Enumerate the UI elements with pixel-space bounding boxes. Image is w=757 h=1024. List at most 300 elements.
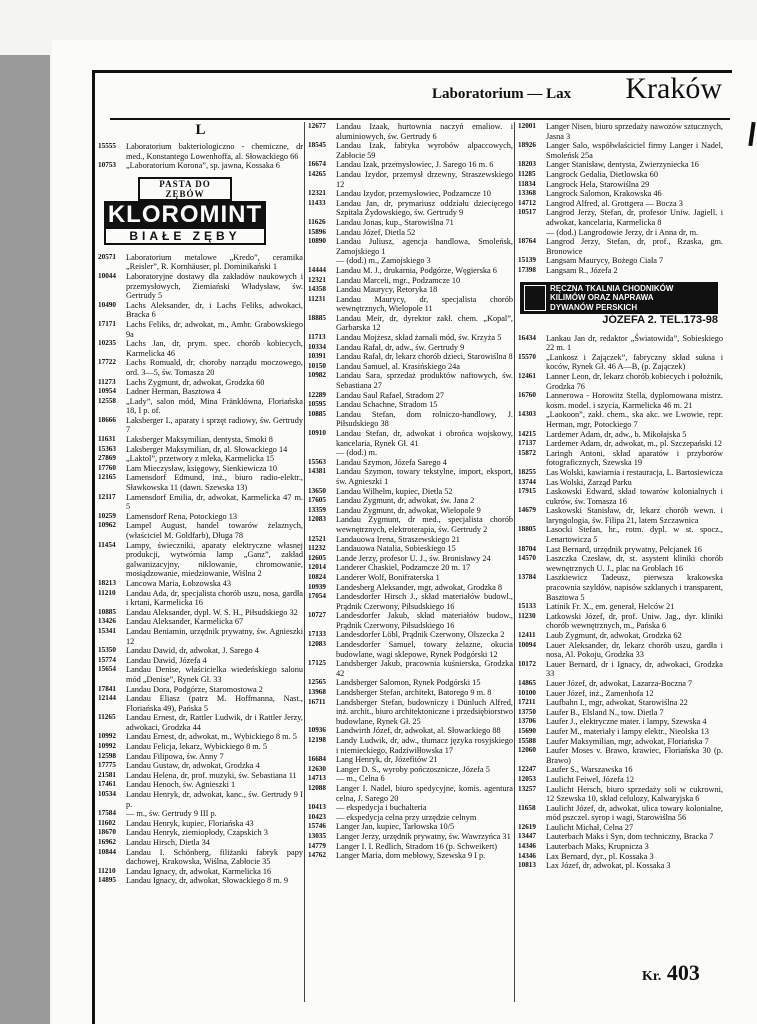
directory-entry (518, 189, 723, 199)
directory-entry (98, 732, 303, 742)
directory-entry (308, 458, 513, 468)
entry-text: Landau Jonas, kup., Starowiślna 71 (336, 217, 454, 227)
phone-number: 11626 (308, 217, 326, 226)
entry-text: Landesdorfer Hirsch J., skład materiałów budowl., Prądnik Czerwony, Piłsudskiego 16 (336, 592, 513, 611)
directory-entry (308, 698, 513, 727)
phone-number: 15133 (518, 602, 536, 611)
entry-text: Lachs Jan, dr, prym. spec. chorób kobiecych, Karmelicka 46 (126, 339, 303, 358)
entry-text: „Laktol”, przetwory z mleka, Karmelicka 15 (126, 454, 275, 464)
phone-number: 10885 (98, 607, 116, 616)
entry-text: Langer Salo, współwłaściciel firmy Langer i Nadel, Smoleńsk 25a (546, 141, 723, 160)
phone-number: 12144 (98, 694, 116, 703)
phone-number: 13257 (518, 784, 536, 793)
directory-entry (308, 803, 513, 813)
phone-number: 17125 (308, 659, 326, 668)
directory-entry (308, 160, 513, 170)
entry-text: Landau Sara, sprzedaż produktów naftowych, św. Sebastiana 27 (336, 371, 513, 391)
phone-number: 17137 (518, 439, 536, 448)
phone-number: 13426 (98, 617, 116, 626)
phone-number: 15774 (98, 655, 116, 664)
entry-text: Laszkiewicz Tadeusz, pierwsza krakowska pracownia szyldów, napisów szklanych i transparent, Basztowa 5 (546, 573, 723, 602)
entry-text: Laulicht Hersch, biuro sprzedaży soli w cukrowni, 12 Szewska 10, skład celulozy, Kalwaryjska 6 (546, 784, 723, 804)
phone-number: 13968 (308, 688, 326, 697)
directory-entry (308, 573, 513, 583)
phone-number: 15341 (98, 626, 116, 635)
directory-entry (518, 785, 723, 804)
phone-number: 10490 (98, 300, 116, 309)
directory-entry (518, 170, 723, 180)
phone-number: 18666 (98, 415, 116, 424)
directory-entry (518, 487, 723, 506)
phone-number: 18885 (308, 313, 326, 322)
column-2 (308, 122, 513, 861)
directory-entry (308, 755, 513, 765)
phone-number: 10954 (98, 387, 116, 396)
phone-number: 13784 (518, 573, 536, 582)
entry-text: Lande Jerzy, profesor U. J., św. Bronisławy 24 (336, 553, 491, 563)
entry-text: Landau Rafał, dr, adw., św. Gertrudy 9 (336, 342, 465, 352)
directory-entry (308, 813, 513, 823)
entry-text: Ladner Herman, Basztowa 4 (126, 387, 221, 397)
handwritten-mark (748, 122, 755, 146)
page-number (642, 960, 700, 986)
entry-text: Lardemer Adam, dr, adwokat, m., pl. Szczepański 12 (546, 439, 722, 449)
phone-number: 20571 (98, 252, 116, 261)
directory-entry (308, 189, 513, 199)
phone-number: 11265 (98, 713, 116, 722)
phone-number: 18670 (98, 828, 116, 837)
directory-entry (98, 272, 303, 301)
page-header (432, 72, 722, 118)
directory-entry (98, 493, 303, 512)
phone-number: 12565 (308, 678, 326, 687)
entry-text: Langer Stanisław, dentysta, Zwierzyniecka 16 (546, 160, 699, 170)
phone-number: 18213 (98, 578, 116, 587)
entry-text: Lauterbach Maks, Krupnicza 3 (546, 842, 649, 852)
directory-entry (98, 713, 303, 732)
phone-number: 12630 (308, 764, 326, 773)
phone-number: 18805 (518, 525, 536, 534)
phone-number: 14570 (518, 554, 536, 563)
entry-text: Landau Izydor, przemysł drzewny, Straszewskiego 12 (336, 169, 513, 189)
phone-number: 18203 (518, 160, 536, 169)
entry-text: Langer D. S., wyroby pończosznicze, Józefa 5 (336, 764, 490, 774)
directory-entry (518, 525, 723, 544)
phone-number: 10423 (308, 812, 326, 821)
directory-entry (98, 464, 303, 474)
phone-number: 10391 (308, 352, 326, 361)
header-rule (110, 118, 730, 120)
phone-number: 10235 (98, 339, 116, 348)
entry-text: Lachs Zygmunt, dr, adwokat, Grodzka 60 (126, 377, 265, 387)
directory-entry (98, 608, 303, 618)
entry-text: Laulicht Józef, dr, adwokat, ulica towary kolonialne, mód pszczel. syrop i wagi, Starowiślna 56 (546, 803, 723, 823)
directory-entry (518, 861, 723, 871)
phone-number: 10334 (308, 342, 326, 351)
directory-entry (518, 237, 723, 256)
entry-text: Landau Zygmunt, dr med., specjalista chorób wewnętrznych, elektroterapia, św. Gertrudy 2 (336, 515, 513, 534)
phone-number: 11602 (98, 818, 116, 827)
directory-entry (308, 218, 513, 228)
entry-text: Lamensdorf Rena, Potockiego 13 (126, 511, 238, 521)
phone-number: 12677 (308, 122, 326, 130)
phone-number (518, 228, 546, 238)
directory-entry (98, 848, 303, 867)
entry-text: — (dod.) m., Zamojskiego 3 (336, 256, 431, 266)
phone-number: 18764 (518, 237, 536, 246)
directory-entry (308, 688, 513, 698)
directory-entry (98, 589, 303, 608)
entry-text: Lamensdorf Edmund, inż., biuro radio-elektr., Sławkowska 11 (dawn. Szewska 13) (126, 473, 303, 493)
phone-number: 11232 (308, 544, 326, 553)
entry-text: Laskowski Edward, skład towarów kolonialnych i cukrów, św. Tomasza 16 (546, 487, 723, 506)
section-letter: L (195, 122, 206, 138)
directory-entry (98, 752, 303, 762)
directory-entry (518, 180, 723, 190)
phone-number: 13650 (308, 486, 326, 495)
entry-text: Laub Zygmunt, dr, adwokat, Grodzka 62 (546, 631, 682, 640)
phone-number: 11433 (308, 198, 326, 207)
phone-number: 12001 (518, 122, 536, 130)
directory-page (52, 40, 757, 1024)
entry-text: Landsberger Stefan, budowniczy i Dünluch Alfred, inż. archit., biuro architektoniczne i przedsiębiorstwo budowlane, Rynek Gł. 25 (336, 697, 513, 726)
entry-text: Landau Wilhelm, kupiec, Dietla 52 (336, 486, 453, 496)
directory-entry (98, 161, 303, 171)
ad-address: JÓZEFA 2. TEL.173-98 (602, 314, 718, 326)
entry-text: Landau Rafał, dr, lekarz chorób dzieci, Starowiślna 8 (336, 352, 513, 362)
directory-entry (308, 496, 513, 506)
directory-entry (308, 410, 513, 429)
directory-entry (518, 449, 723, 468)
phone-number: 12088 (308, 783, 326, 792)
entry-text: Landau Zygmunt, dr, adwokat, św. Jana 2 (336, 496, 475, 506)
entry-text: Langsam Maurycy, Bożego Ciała 7 (546, 256, 664, 266)
phone-number: 17054 (308, 592, 326, 601)
entry-text: Landau Dawid, dr, adwokat, J. Sarego 4 (126, 646, 259, 656)
entry-text: Landau Helena, dr, prof. muzyki, św. Sebastiana 11 (126, 770, 297, 780)
phone-number: 17211 (518, 698, 536, 707)
phone-number: 14779 (308, 841, 326, 850)
directory-entry (98, 819, 303, 829)
directory-entry (308, 630, 513, 640)
entry-text: Landauowa Natalia, Sobieskiego 15 (336, 544, 456, 554)
phone-number: 17605 (308, 496, 326, 505)
directory-entry (518, 160, 723, 170)
entry-text: Landau Gustaw, dr, adwokat, Grodzka 4 (126, 761, 260, 771)
entry-text: Landau Henoch, św. Agnieszki 1 (126, 780, 236, 790)
directory-entry (98, 445, 303, 455)
phone-number: 10824 (308, 572, 326, 581)
phone-number: 17133 (308, 630, 326, 639)
entry-text: Las Wolski, kawiarnia i restauracja, L. Bartosiewicza (546, 467, 723, 477)
entry-text: — (dod.) m. (336, 448, 378, 458)
entry-text: Landau Szymon, Józefa Sarego 4 (336, 457, 447, 467)
directory-entry (518, 631, 723, 641)
directory-entry (518, 852, 723, 862)
directory-entry (308, 199, 513, 218)
directory-entry (98, 867, 303, 877)
phone-number: 13744 (518, 477, 536, 486)
phone-number: 10992 (98, 732, 116, 741)
entry-text: Landesdorfer Löbl, Prądnik Czerwony, Olszecka 2 (336, 630, 505, 640)
phone-number: 10044 (98, 271, 116, 280)
entry-text: Landau Eliasz (patrz M. Hoffmanna, Nast., Floriańska 49), Pańska 5 (126, 694, 303, 713)
directory-entry (308, 295, 513, 314)
directory-entry (518, 554, 723, 573)
entry-text: Landau Stefan, dom rolniczo-handlowy, J. Piłsudskiego 38 (336, 409, 513, 429)
entry-text: Langrock Gedalia, Dietlowska 60 (546, 169, 658, 179)
entry-text: Landau Mojżesz, skład żarnali mód, św. Krzyża 5 (336, 333, 502, 343)
directory-entry (518, 765, 723, 775)
phone-number: 10890 (308, 237, 326, 246)
phone-number: 16760 (518, 391, 536, 400)
entry-text: Latinik Fr. X., em. generał, Helców 21 (546, 602, 675, 612)
directory-entry (518, 439, 723, 449)
entry-text: Langer I. I. Redlich, Stradom 16 (p. Schweikert) (336, 841, 498, 851)
phone-number: 12321 (308, 189, 326, 198)
entry-text: Laszczka Czesław, dr, st. asystent kliniki chorób wewnętrznych U. J., plac na Groblach 16 (546, 554, 723, 573)
phone-number: 18926 (518, 141, 536, 150)
phone-number: 15570 (518, 352, 536, 361)
directory-entry (518, 545, 723, 555)
directory-entry (308, 544, 513, 554)
entry-text: Lachs Aleksander, dr, i Lachs Feliks, adwokaci, Bracka 6 (126, 300, 303, 320)
phone-number: 15350 (98, 646, 116, 655)
directory-entry (98, 435, 303, 445)
phone-number: 11713 (308, 333, 326, 342)
phone-number: 10534 (98, 790, 116, 799)
phone-number: 11285 (518, 169, 536, 178)
phone-number: 12521 (308, 534, 326, 543)
directory-entry (308, 487, 513, 497)
entry-text: Landsberger Stefan, architekt, Batorego 9 m. 8 (336, 688, 492, 698)
entry-text: Laksberger Maksymilian, dr, al. Słowackiego 14 (126, 444, 288, 454)
directory-entry (308, 611, 513, 630)
directory-entry (518, 775, 723, 785)
phone-number: 17775 (98, 761, 116, 770)
directory-entry (308, 554, 513, 564)
entry-text: Landau Henryk, dr, adwokat, kanc., św. Gertrudy 9 I p. (126, 790, 303, 809)
directory-entry (518, 641, 723, 660)
phone-number: 17461 (98, 780, 116, 789)
entry-text: Laboratoryjne dostawy dla zakładów naukowych i przemysłowych, Ziemiański Władysław, św. Gertrudy 5 (126, 271, 303, 301)
entry-text: Lauer Józef, inż., Zamenhofa 12 (546, 688, 654, 698)
entry-text: Landau Dawid, Józefa 4 (126, 655, 207, 665)
directory-entry (308, 343, 513, 353)
phone-number: 15746 (308, 822, 326, 831)
phone-number: 15139 (518, 256, 536, 265)
entry-text: Landy Ludwik, dr, adw., tłumacz języka rosyjskiego i niemieckiego, Radziwiłłowska 17 (336, 736, 513, 755)
entry-text: Landesberg Aleksander, mgr, adwokat, Grodzka 8 (336, 582, 502, 592)
directory-entry (518, 391, 723, 410)
phone-number: 14215 (518, 429, 536, 438)
phone-number: 18255 (518, 467, 536, 476)
entry-text: Laufer S., Warszawska 16 (546, 765, 633, 775)
entry-text: — m., Celna 6 (336, 774, 385, 784)
phone-number: 10150 (308, 361, 326, 370)
header-subtitle: Laboratorium — Lax (432, 86, 572, 102)
phone-number: 14346 (518, 842, 536, 851)
directory-entry (98, 454, 303, 464)
directory-entry (518, 602, 723, 612)
directory-entry (98, 685, 303, 695)
phone-number: 10753 (98, 161, 116, 170)
entry-text: Lampy, świeczniki, aparaty elektryczne własnej produkcji, wytwórnia lamp „Ganz”, zakład galwanizacyjny, niklowanie, chromowanie, mosiądzowanie, miedziowanie, Wiślna 2 (126, 540, 303, 579)
phone-number: 12411 (518, 631, 536, 639)
directory-entry (98, 339, 303, 358)
entry-text: Latkowski Józef, dr, prof. Uniw. Jag., dyr. kliniki chorób wewnętrznych, m., Pańska 6 (546, 611, 723, 631)
phone-number: 12619 (518, 822, 536, 831)
column-divider (514, 122, 515, 1002)
phone-number: 10885 (308, 409, 326, 418)
entry-text: Landau Ignacy, dr, adwokat, Karmelicka 16 (126, 866, 272, 876)
directory-entry (308, 333, 513, 343)
phone-number: 13447 (518, 832, 536, 841)
entry-text: Landau Jan, dr, prymariusz oddziału dziecięcego Szpitala Żydowskiego, św. Gertrudy 9 (336, 198, 513, 218)
phone-number: 11231 (308, 294, 326, 303)
directory-entry (308, 362, 513, 372)
phone-number: 11834 (518, 179, 536, 188)
directory-entry (518, 698, 723, 708)
entry-text: Laboratorium metalowe „Kredo”, ceramika „Reisler”, R. Kornhäuser, pl. Dominikański 1 (126, 252, 303, 272)
header-city: Kraków (625, 72, 722, 105)
phone-number: 13706 (518, 717, 536, 726)
entry-text: Langer Jan, kupiec, Tarłowska 10/5 (336, 822, 455, 832)
entry-text: Langrock Salomon, Krakowska 46 (546, 189, 662, 199)
directory-entry (98, 656, 303, 666)
phone-number: 12605 (308, 553, 326, 562)
directory-entry (98, 828, 303, 838)
entry-text: Langrod Jerzy, Stefan, dr, profesor Uniw. Jagiell. i adwokat, kancelaria, Karmelicka 8 (546, 208, 723, 227)
directory-entry (98, 617, 303, 627)
entry-text: Laufer B., Elsland N., tow. Dietla 7 (546, 707, 664, 717)
phone-number: 17760 (98, 463, 116, 472)
phone-number: 16962 (98, 838, 116, 846)
phone-number: 12598 (98, 751, 116, 760)
directory-entry (518, 737, 723, 747)
phone-number: 17841 (98, 684, 116, 693)
phone-number: 16674 (308, 160, 326, 169)
phone-number: 15563 (308, 457, 326, 466)
directory-entry (518, 141, 723, 160)
phone-number: 12321 (308, 275, 326, 284)
entry-text: Landau M. J., drukarnia, Podgórze, Węgierska 6 (336, 265, 497, 275)
phone-number: 15654 (98, 665, 116, 674)
entry-text: Landau Izak, fabryka wyrobów alpaccowych, Zabłocie 59 (336, 141, 513, 160)
entry-text: Landau Marceli, mgr., Podzamcze 10 (336, 275, 461, 285)
directory-entry (518, 717, 723, 727)
directory-entry (518, 689, 723, 699)
directory-entry (308, 285, 513, 295)
directory-entry (308, 659, 513, 678)
directory-entry (518, 430, 723, 440)
entry-text: Landau Juliusz, agencja handlowa, Smoleńsk, Zamojskiego 1 (336, 237, 513, 256)
phone-number: 17722 (98, 358, 116, 367)
entry-text: Landau Izak, przemysłowiec, J. Sarego 16 m. 6 (336, 160, 494, 170)
entry-text: Lauer Bernard, dr i Ignacy, dr, adwokaci, Grodzka 33 (546, 659, 723, 679)
phone-number: 10982 (308, 371, 326, 380)
directory-entry (308, 391, 513, 401)
column-3 (518, 122, 723, 871)
directory-entry (518, 573, 723, 602)
entry-text: Laboratorium bakteriologiczno - chemiczne, dr med., Konstantego Lowenhoffa, al. Słowackiego 66 (126, 142, 303, 161)
entry-text: Landau Samuel, al. Krasińskiego 24a (336, 361, 460, 371)
entry-text: Landesdorfer Jakub, skład materiałów budow., Prądnik Czerwony, Piłsudskiego 16 (336, 611, 513, 630)
directory-entry (518, 823, 723, 833)
entry-text: Landau Henryk, kupiec, Floriańska 43 (126, 818, 254, 828)
directory-entry (308, 256, 513, 266)
phone-number: 12060 (518, 746, 536, 755)
left-border (92, 70, 95, 1024)
directory-entry (308, 371, 513, 390)
column-1 (98, 122, 303, 886)
entry-text: Lasocki Stefan, hr., rotm. dypl. w st. spocz., Lenartowicza 5 (546, 525, 723, 545)
entry-text: „Laboratorium Korona”, sp. jawna, Kossaka 6 (126, 161, 280, 171)
directory-entry (98, 512, 303, 522)
entry-text: Landwirth Józef, dr, adwokat, al. Słowackiego 88 (336, 726, 501, 736)
phone-number: 10172 (518, 659, 536, 668)
entry-text: Landau Szymon, towary tekstylne, import, eksport, św. Agnieszki 1 (336, 467, 513, 486)
ad-line: DYWANÓW PERSKICH (550, 302, 638, 312)
directory-entry (308, 784, 513, 803)
entry-text: Landau Ernest, dr, Rattler Ludwik, dr i Rattler Jerzy, adwokaci, Grodzka 44 (126, 713, 303, 732)
phone-number: 15363 (98, 444, 116, 453)
phone-number: 10094 (518, 640, 536, 649)
phone-number: 15555 (98, 142, 116, 150)
directory-entry (518, 679, 723, 689)
directory-entry (518, 506, 723, 525)
entry-text: Landau Maurycy, Retoryka 18 (336, 285, 438, 295)
directory-entry (308, 122, 513, 141)
directory-entry (308, 266, 513, 276)
entry-text: Laufer J., elektryczne mater. i lampy, Szewska 4 (546, 717, 707, 727)
phone-number: 10910 (308, 429, 326, 437)
phone-number: 14712 (518, 198, 536, 207)
phone-number: 10936 (308, 726, 326, 735)
entry-text: Lax Józef, dr, adwokat, pl. Kossaka 3 (546, 861, 671, 871)
phone-number: 11273 (98, 377, 116, 386)
directory-entry (308, 141, 513, 160)
phone-number: 12198 (308, 736, 326, 744)
phone-number: 12014 (308, 563, 326, 572)
ad-brand: KLOROMINT (104, 201, 266, 229)
phone-number: 11210 (98, 588, 116, 597)
directory-entry (98, 838, 303, 848)
phone-number: 10100 (518, 688, 536, 697)
phone-number: 14895 (98, 876, 116, 885)
directory-entry (308, 842, 513, 852)
entry-text: Langrod Jerzy, Stefan, dr, prof., Rzaska, gm. Bronowice (546, 237, 723, 256)
phone-number: 27869 (98, 454, 116, 463)
phone-number: 11230 (518, 611, 536, 620)
phone-number: 12165 (98, 473, 116, 482)
ad-line: RĘCZNA TKALNIA CHODNIKÓW (550, 283, 674, 293)
directory-entry (98, 320, 303, 339)
phone-number: 14444 (308, 265, 326, 274)
entry-text: Langsam R., Józefa 2 (546, 265, 618, 275)
kloromint-ad (104, 177, 266, 245)
entry-text: Langer I. Nadel, biuro spedycyjne, komis. agentura celna, J. Sarego 20 (336, 783, 513, 803)
phone-number: 12558 (98, 396, 116, 405)
directory-entry (98, 646, 303, 656)
directory-entry (98, 378, 303, 388)
entry-text: Laringh Antoni, skład aparatów i przyborów fotograficznych, Szewska 19 (546, 448, 723, 468)
entry-text: Langrock Hela, Starowiślna 29 (546, 179, 650, 189)
entry-text: Landau Izaak, hurtownia naczyń emaliow. i aluminiowych, św. Gertrudy 6 (336, 122, 513, 141)
directory-entry (98, 790, 303, 809)
directory-entry (98, 416, 303, 435)
directory-entry (518, 612, 723, 631)
